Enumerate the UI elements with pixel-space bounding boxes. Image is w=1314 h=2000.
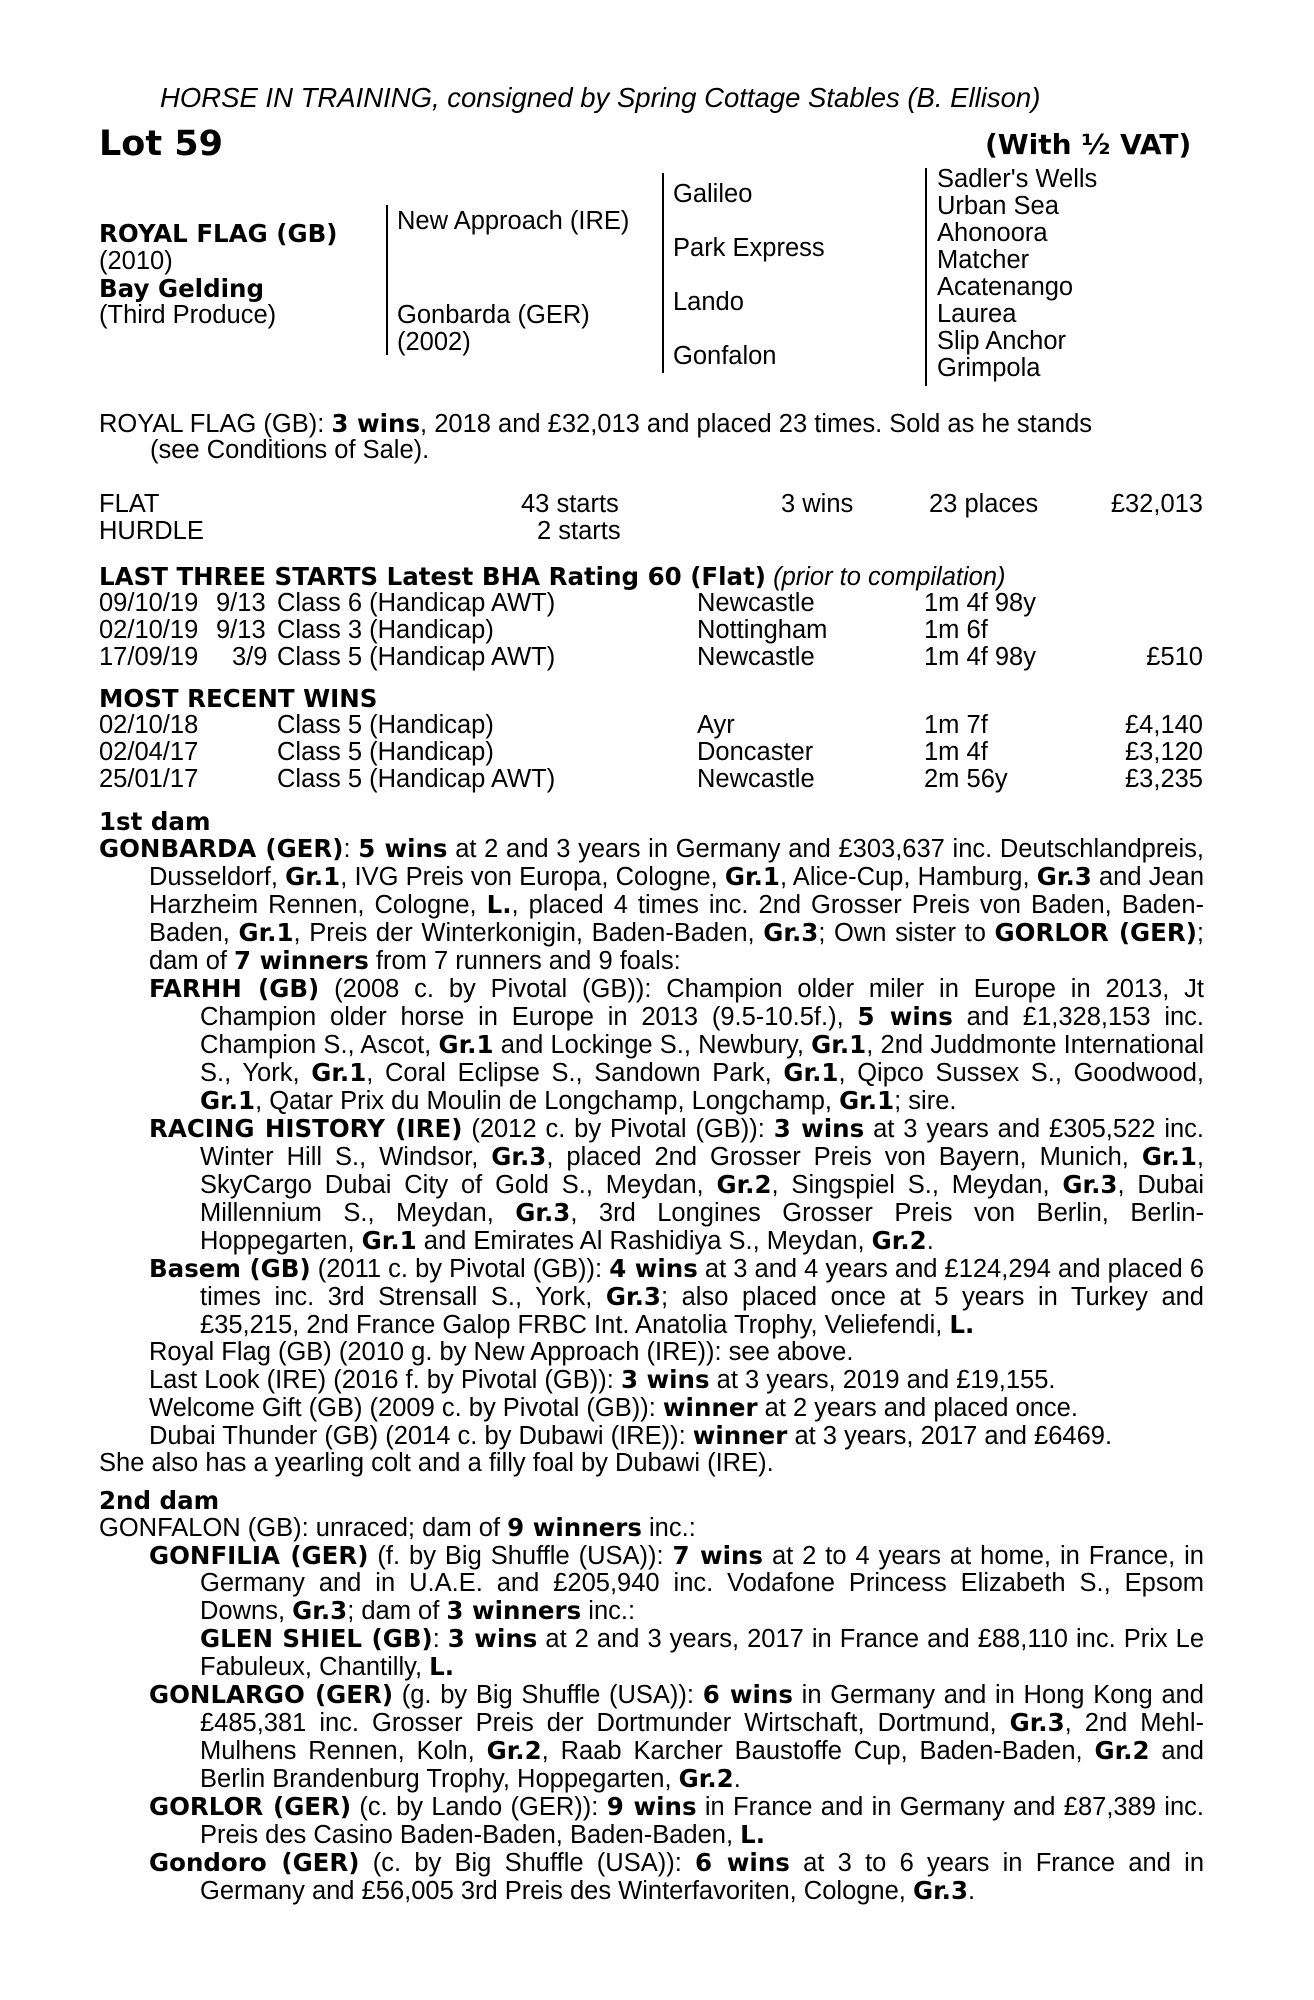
progeny-entry: Royal Flag (GB) (2010 g. by New Approach (IRE)): see above. — [149, 1338, 854, 1366]
gen2-name: Park Express — [673, 234, 825, 262]
first-dam-heading: 1st dam — [99, 807, 211, 836]
table-row: 17/09/19 3/9 Class 5 (Handicap AWT) Newcastle 1m 4f 98y £510 — [99, 643, 1203, 671]
progeny-entry: Dubai Thunder (GB) (2014 c. by Dubawi (IRE)): winner at 3 years, 2017 and £6469. — [149, 1421, 1113, 1450]
vat-note: (With ½ VAT) — [985, 128, 1192, 161]
gen3-name: Matcher — [937, 246, 1030, 274]
gen3-name: Acatenango — [937, 273, 1074, 301]
first-dam-section — [99, 835, 1204, 1477]
last-three-heading: LAST THREE STARTS Latest BHA Rating 60 (Flat) (prior to compilation) — [99, 562, 1006, 591]
table-row: 02/10/19 9/13 Class 3 (Handicap) Nottingham 1m 6f — [99, 616, 988, 644]
horse-name: ROYAL FLAG (GB) — [99, 219, 338, 248]
gen3-name: Sadler's Wells — [937, 165, 1098, 193]
second-dam-heading: 2nd dam — [99, 1486, 220, 1515]
second-dam-paragraph: GONFALON (GB): unraced; dam of 9 winners inc.: — [99, 1513, 696, 1542]
gen3-name: Slip Anchor — [937, 327, 1066, 355]
summary-line-2: (see Conditions of Sale). — [150, 436, 430, 464]
progeny-entry: FARHH (GB) (2008 c. by Pivotal (GB)): Champion older miler in Europe in 2013, Jt Champion older horse in Europe in 2013 (9.5-10.5f.), 5 wins and £1,328,153 inc. Champion S., Ascot, Gr.1 and Lockinge S., Newbury, Gr.1, 2nd Juddmonte International S., York, Gr.1, Coral Eclipse S., Sandown Park, Gr.1, Qipco Sussex S., Goodwood, Gr.1, Qatar Prix du Moulin de Longchamp, Longchamp, Gr.1; sire. — [149, 974, 1205, 1115]
record-row-hurdle: HURDLE 2 starts — [99, 517, 621, 545]
pedigree-divider — [662, 173, 664, 373]
summary-line: ROYAL FLAG (GB): 3 wins, 2018 and £32,013 and placed 23 times. Sold as he stands — [99, 409, 1093, 438]
progeny-entry: RACING HISTORY (IRE) (2012 c. by Pivotal (GB)): 3 wins at 3 years and £305,522 inc. Winter Hill S., Windsor, Gr.3, placed 2nd Grosser Preis von Bayern, Munich, Gr.1, SkyCargo Dubai City of Gold S., Meydan, Gr.2, Singspiel S., Meydan, Gr.3, Dubai Millennium S., Meydan, Gr.3, 3rd Longines Grosser Preis von Berlin, Berlin-Hoppegarten, Gr.1 and Emirates Al Rashidiya S., Meydan, Gr.2. — [149, 1114, 1205, 1255]
second-dam-section — [99, 1514, 1204, 1905]
dam-name: Gonbarda (GER) — [397, 301, 590, 329]
gen2-name: Gonfalon — [673, 342, 777, 370]
pedigree-divider — [386, 205, 388, 355]
first-dam-paragraph: GONBARDA (GER): 5 wins at 2 and 3 years in Germany and £303,637 inc. Deutschlandpreis, Dusseldorf, Gr.1, IVG Preis von Europa, Cologne, Gr.1, Alice-Cup, Hamburg, Gr.3 and Jean Harzheim Rennen, Cologne, L., placed 4 times inc. 2nd Grosser Preis von Baden, Baden-Baden, Gr.1, Preis der Winterkonigin, Baden-Baden, Gr.3; Own sister to GORLOR (GER); dam of 7 winners from 7 runners and 9 foals: — [99, 834, 1205, 975]
recent-wins-heading: MOST RECENT WINS — [99, 684, 378, 713]
horse-sex: Bay Gelding — [99, 274, 264, 303]
progeny-entry: Gondoro (GER) (c. by Big Shuffle (USA)): 6 wins at 3 to 6 years in France and in Germany and £56,005 3rd Preis des Winterfavoriten, Cologne, Gr.3. — [149, 1848, 1205, 1905]
gen3-name: Laurea — [937, 300, 1017, 328]
consignor-line: HORSE IN TRAINING, consigned by Spring Cottage Stables (B. Ellison) — [160, 82, 1041, 113]
gen3-name: Urban Sea — [937, 192, 1059, 220]
table-row: 02/10/18 Class 5 (Handicap) Ayr 1m 7f £4,140 — [99, 711, 1203, 739]
progeny-entry: GONLARGO (GER) (g. by Big Shuffle (USA)): 6 wins in Germany and in Hong Kong and £485,381 inc. Grosser Preis der Dortmunder Wirtschaft, Dortmund, Gr.3, 2nd Mehl-Mulhens Rennen, Koln, Gr.2, Raab Karcher Baustoffe Cup, Baden-Baden, Gr.2 and Berlin Brandenburg Trophy, Hoppegarten, Gr.2. — [149, 1680, 1204, 1793]
pedigree-divider — [925, 168, 927, 386]
gen3-name: Grimpola — [937, 354, 1041, 382]
gen3-name: Ahonoora — [937, 219, 1048, 247]
progeny-entry: Welcome Gift (GB) (2009 c. by Pivotal (GB)): winner at 2 years and placed once. — [149, 1393, 1078, 1422]
progeny-entry: Last Look (IRE) (2016 f. by Pivotal (GB)): 3 wins at 3 years, 2019 and £19,155. — [149, 1365, 1056, 1394]
table-row: 02/04/17 Class 5 (Handicap) Doncaster 1m 4f £3,120 — [99, 738, 1203, 766]
progeny-entry: GONFILIA (GER) (f. by Big Shuffle (USA)): 7 wins at 2 to 4 years at home, in France, in Germany and in U.A.E. and £205,940 inc. Vodafone Princess Elizabeth S., Epsom Downs, Gr.3; dam of 3 winners inc.: — [149, 1541, 1204, 1625]
table-row: 09/10/19 9/13 Class 6 (Handicap AWT) Newcastle 1m 4f 98y — [99, 589, 1036, 617]
progeny-entry: GORLOR (GER) (c. by Lando (GER)): 9 wins in France and in Germany and £87,389 inc. Preis des Casino Baden-Baden, Baden-Baden, L. — [149, 1792, 1204, 1849]
dam-year: (2002) — [397, 328, 471, 356]
record-row-flat: FLAT 43 starts 3 wins 23 places £32,013 — [99, 490, 1203, 518]
sire-name: New Approach (IRE) — [397, 207, 630, 235]
table-row: 25/01/17 Class 5 (Handicap AWT) Newcastle 2m 56y £3,235 — [99, 765, 1203, 793]
foal-note: She also has a yearling colt and a filly foal by Dubawi (IRE). — [99, 1449, 774, 1477]
progeny-entry: Basem (GB) (2011 c. by Pivotal (GB)): 4 wins at 3 and 4 years and £124,294 and placed 6 times inc. 3rd Strensall S., York, Gr.3; also placed once at 5 years in Turkey and £35,215, 2nd France Galop FRBC Int. Anatolia Trophy, Veliefendi, L. — [149, 1254, 1204, 1339]
gen2-name: Galileo — [673, 180, 753, 208]
gen2-name: Lando — [673, 288, 744, 316]
progeny-entry: GLEN SHIEL (GB): 3 wins at 2 and 3 years, 2017 in France and £88,110 inc. Prix Le Fabuleux, Chantilly, L. — [200, 1624, 1204, 1681]
horse-year: (2010) — [99, 247, 173, 275]
lot-number: Lot 59 — [99, 124, 223, 164]
horse-produce: (Third Produce) — [99, 301, 277, 329]
